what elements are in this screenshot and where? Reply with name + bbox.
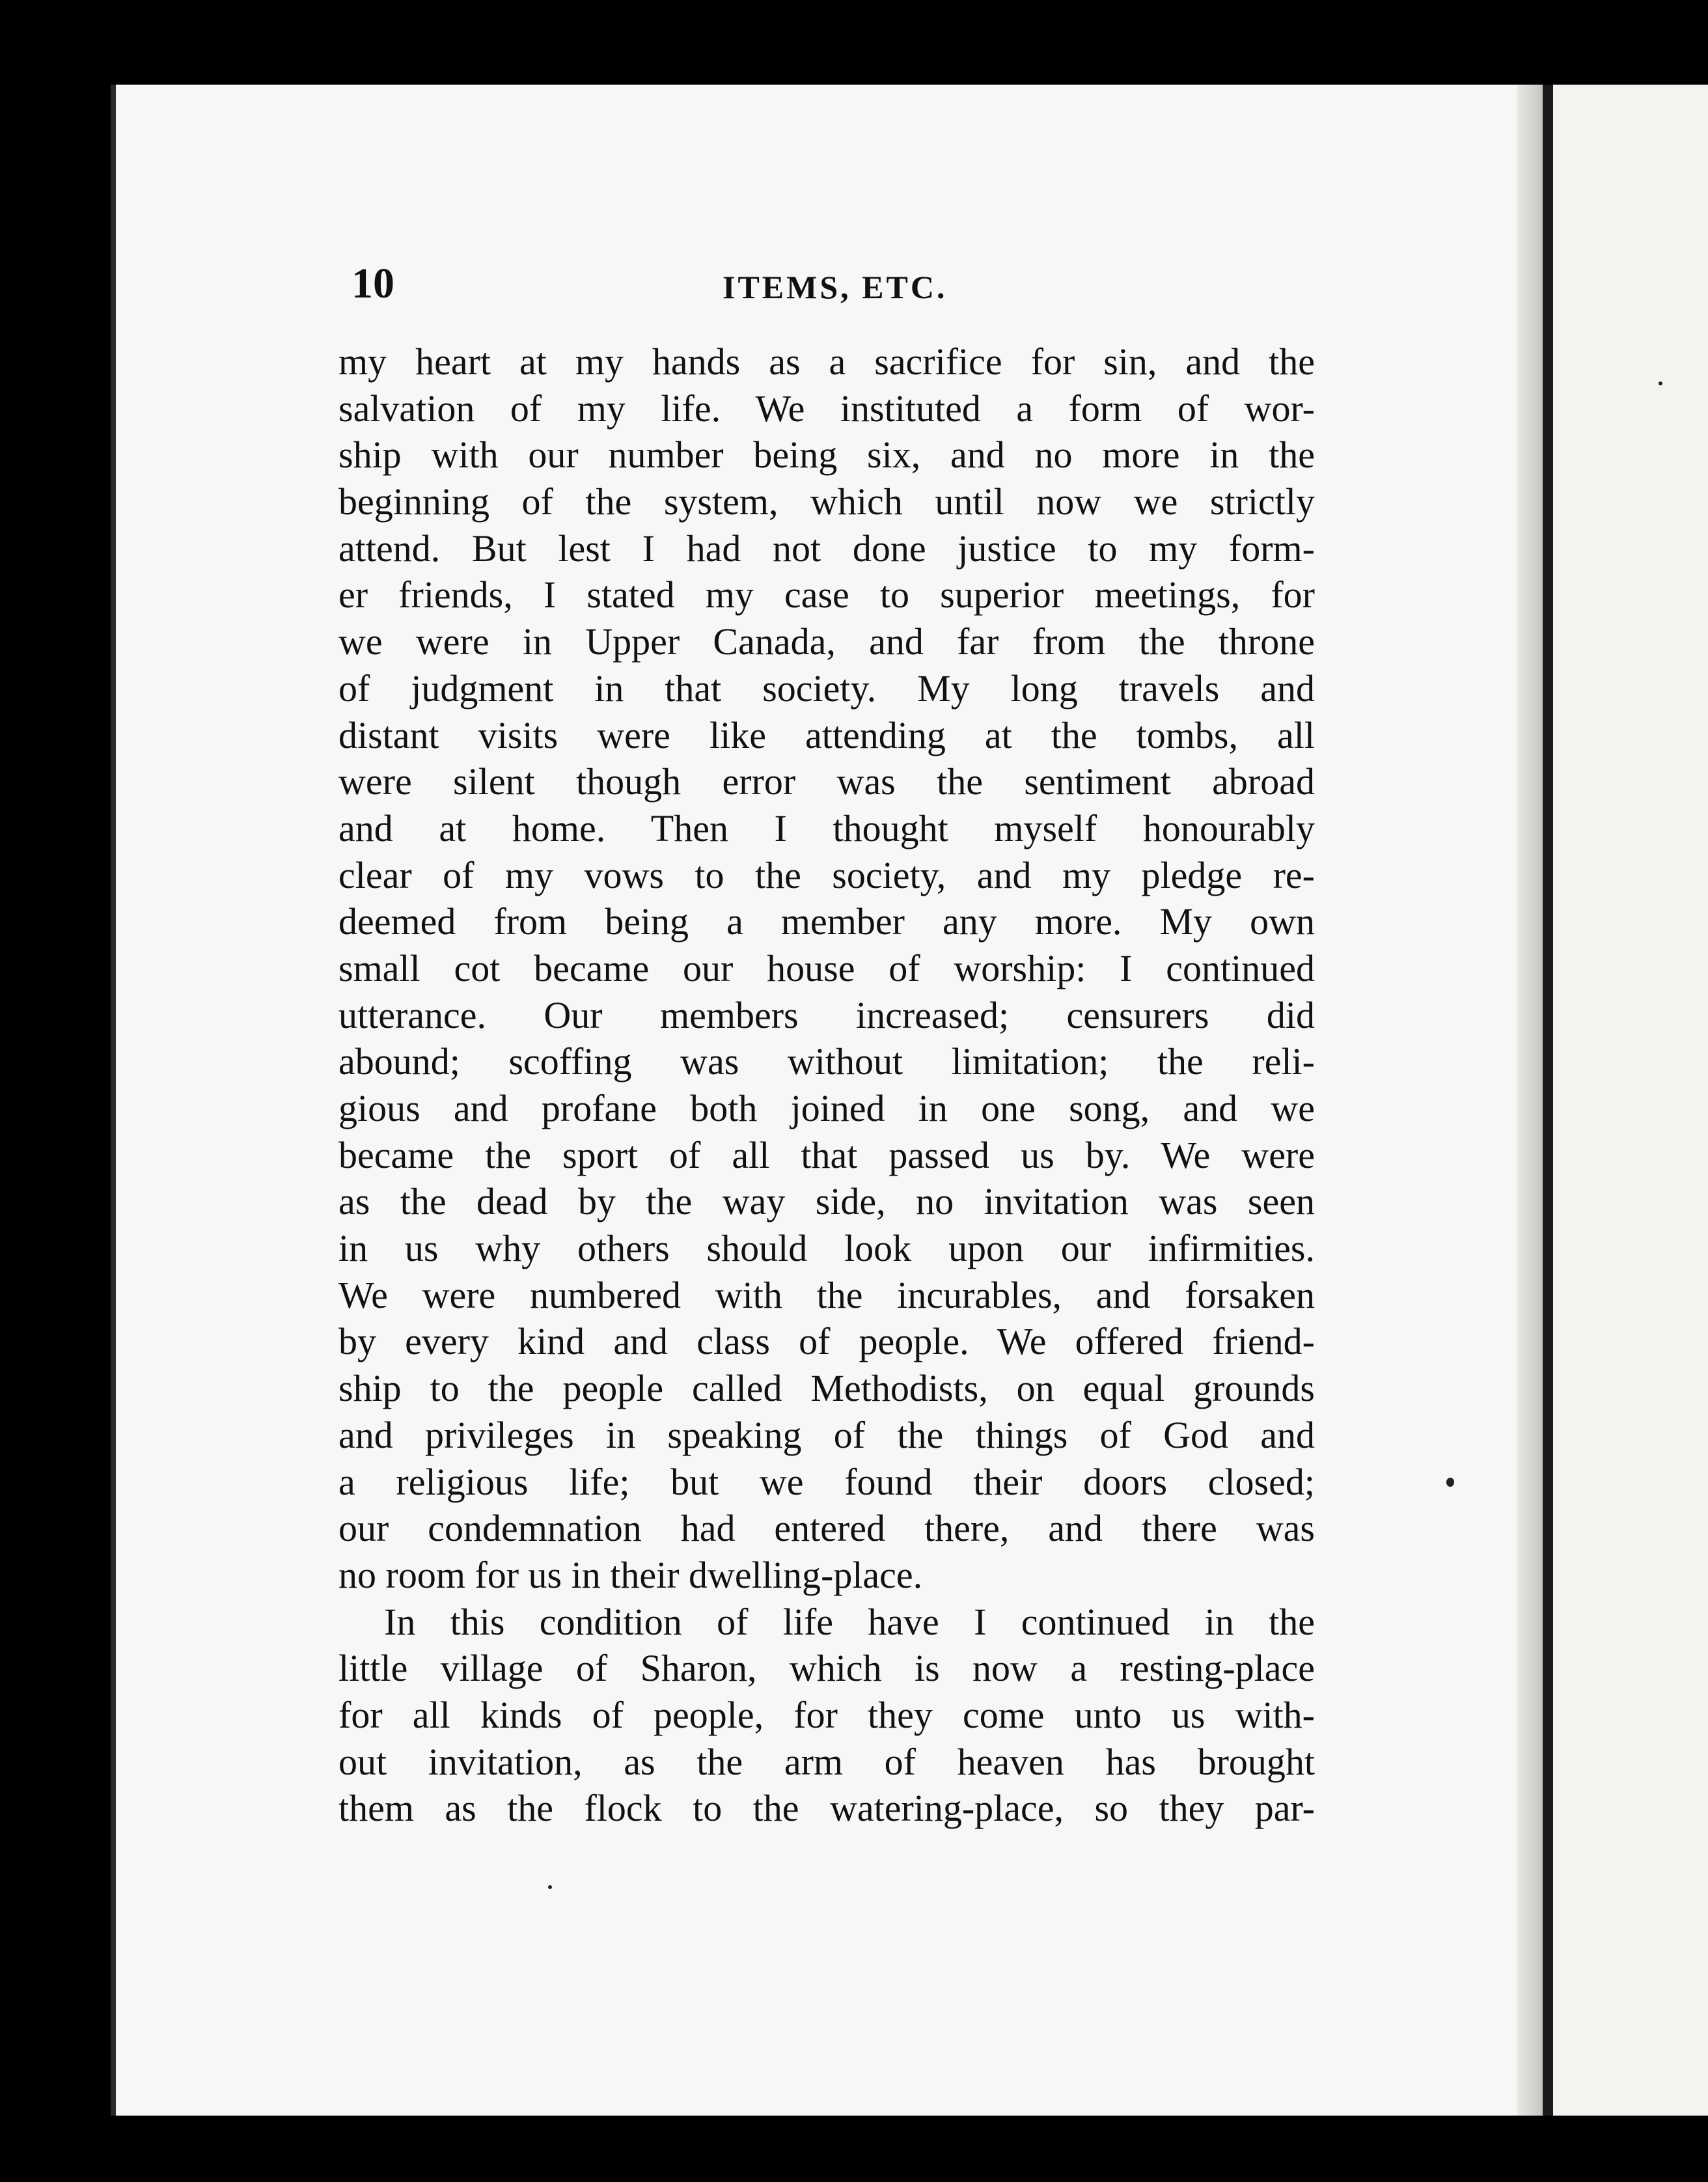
text-line: my heart at my hands as a sacrifice for sin, and the	[338, 340, 1315, 383]
text-line: small cot became our house of worship: I continued	[338, 946, 1315, 989]
text-line: for all kinds of people, for they come unto us with-	[338, 1693, 1315, 1736]
text-line: no room for us in their dwelling-place.	[338, 1553, 923, 1596]
text-line: were silent though error was the sentiment abroad	[338, 760, 1315, 803]
text-line: beginning of the system, which until now we strictly	[338, 480, 1315, 523]
text-line: and at home. Then I thought myself honourably	[338, 807, 1315, 849]
text-line: and privileges in speaking of the things of God and	[338, 1413, 1315, 1456]
facing-page-edge	[1553, 85, 1708, 2116]
scan-speck	[548, 1885, 552, 1889]
text-line: as the dead by the way side, no invitation was seen	[338, 1180, 1315, 1223]
scan-speck	[1446, 1478, 1454, 1487]
text-line: a religious life; but we found their doors closed;	[338, 1460, 1315, 1503]
text-line: In this condition of life have I continued in the	[384, 1600, 1315, 1643]
page-number: 10	[351, 260, 394, 307]
text-line: ship with our number being six, and no more in the	[338, 434, 1315, 476]
book-spine	[1543, 85, 1553, 2116]
text-line: distant visits were like attending at the tombs, all	[338, 713, 1315, 756]
text-line: by every kind and class of people. We offered friend-	[338, 1320, 1315, 1363]
text-line: deemed from being a member any more. My own	[338, 900, 1315, 943]
text-line: salvation of my life. We instituted a form of wor-	[338, 387, 1315, 430]
text-line: in us why others should look upon our infirmities.	[338, 1227, 1315, 1270]
text-line: of judgment in that society. My long travels and	[338, 667, 1315, 710]
text-line: gious and profane both joined in one song, and we	[338, 1087, 1315, 1129]
text-line: our condemnation had entered there, and there was	[338, 1507, 1315, 1550]
text-line: little village of Sharon, which is now a resting-place	[338, 1647, 1315, 1690]
text-line: abound; scoffing was without limitation; the reli-	[338, 1040, 1315, 1083]
text-line: them as the flock to the watering-place, so they par-	[338, 1787, 1315, 1830]
body-text	[338, 338, 1315, 1832]
running-title: ITEMS, ETC.	[723, 269, 948, 305]
text-line: er friends, I stated my case to superior meetings, for	[338, 573, 1315, 616]
text-line: we were in Upper Canada, and far from the throne	[338, 620, 1315, 663]
text-line: ship to the people called Methodists, on equal grounds	[338, 1367, 1315, 1410]
text-line: clear of my vows to the society, and my pledge re-	[338, 853, 1315, 896]
text-line: out invitation, as the arm of heaven has brought	[338, 1740, 1315, 1783]
running-head	[351, 259, 1341, 311]
text-line: attend. But lest I had not done justice to my form-	[338, 527, 1315, 570]
scan-speck	[1659, 381, 1662, 385]
text-line: utterance. Our members increased; censurers did	[338, 993, 1315, 1036]
text-line: became the sport of all that passed us by. We were	[338, 1133, 1315, 1176]
text-line: We were numbered with the incurables, and forsaken	[338, 1273, 1315, 1316]
